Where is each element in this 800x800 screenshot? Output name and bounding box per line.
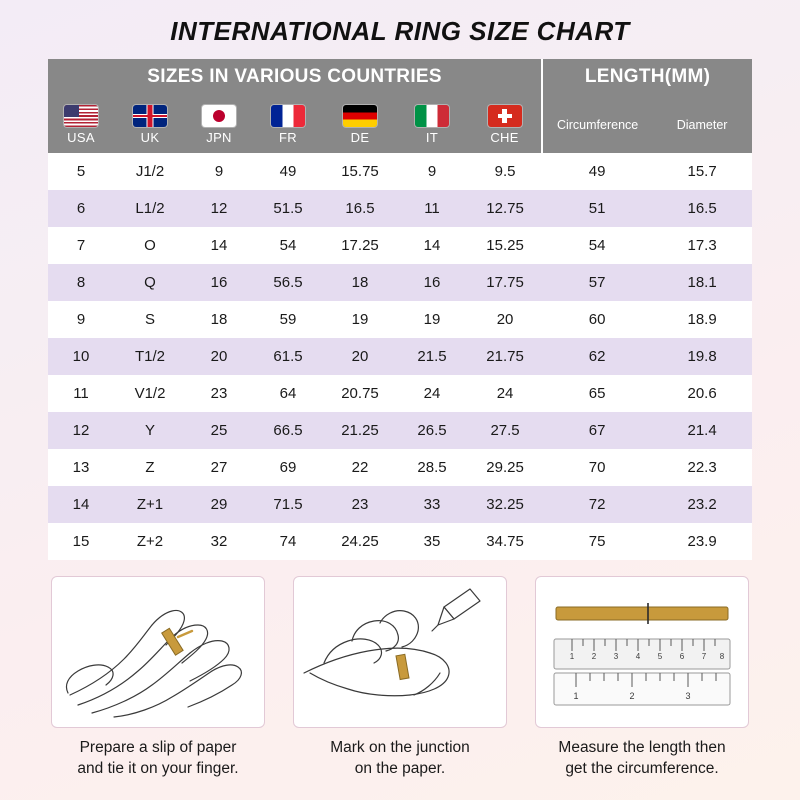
table-row xyxy=(48,227,752,264)
table-group-header-row xyxy=(48,59,752,95)
column-header-it xyxy=(396,95,468,153)
cell: 51.5 xyxy=(252,190,324,227)
cell: 21.25 xyxy=(324,412,396,449)
header-sizes-group: SIZES IN VARIOUS COUNTRIES xyxy=(48,59,542,95)
cell: 27.5 xyxy=(468,412,542,449)
svg-text:8: 8 xyxy=(719,652,725,661)
ring-size-table xyxy=(48,59,752,560)
cell: 23 xyxy=(324,486,396,523)
step-2-caption-line1: Mark on the junction xyxy=(330,739,470,756)
cell: 24 xyxy=(468,375,542,412)
step-3-caption xyxy=(558,738,725,780)
cell: 23.2 xyxy=(652,486,752,523)
cell: 54 xyxy=(542,227,652,264)
column-header-jpn xyxy=(186,95,252,153)
country-label-jpn: JPN xyxy=(206,130,232,145)
cell: 20.75 xyxy=(324,375,396,412)
cell: 75 xyxy=(542,523,652,560)
cell: 8 xyxy=(48,264,114,301)
flag-japan-icon xyxy=(202,105,236,127)
cell: 32 xyxy=(186,523,252,560)
cell: 56.5 xyxy=(252,264,324,301)
cell: 16.5 xyxy=(324,190,396,227)
table-row xyxy=(48,338,752,375)
hand-with-pen-marking-icon xyxy=(293,576,507,728)
column-header-circumference: Circumference xyxy=(542,95,652,153)
hand-with-paper-strip-icon xyxy=(51,576,265,728)
cell: 14 xyxy=(48,486,114,523)
column-header-usa xyxy=(48,95,114,153)
cell: 32.25 xyxy=(468,486,542,523)
cell: 72 xyxy=(542,486,652,523)
flag-switzerland-icon xyxy=(488,105,522,127)
cell: L1/2 xyxy=(114,190,186,227)
cell: 49 xyxy=(252,153,324,190)
cell: 34.75 xyxy=(468,523,542,560)
step-1-caption-line1: Prepare a slip of paper xyxy=(79,739,237,756)
cell: 23.9 xyxy=(652,523,752,560)
cell: 14 xyxy=(186,227,252,264)
cell: T1/2 xyxy=(114,338,186,375)
cell: 17.75 xyxy=(468,264,542,301)
cell: 22.3 xyxy=(652,449,752,486)
page-title: INTERNATIONAL RING SIZE CHART xyxy=(170,16,630,46)
svg-text:6: 6 xyxy=(679,652,685,661)
cell: 69 xyxy=(252,449,324,486)
cell: 21.4 xyxy=(652,412,752,449)
cell: 71.5 xyxy=(252,486,324,523)
column-header-uk xyxy=(114,95,186,153)
cell: V1/2 xyxy=(114,375,186,412)
step-3-caption-line2: get the circumference. xyxy=(565,759,719,777)
cell: 12 xyxy=(48,412,114,449)
country-label-de: DE xyxy=(350,130,370,145)
cell: 23 xyxy=(186,375,252,412)
cell: 18 xyxy=(324,264,396,301)
cell: 20 xyxy=(468,301,542,338)
svg-text:1: 1 xyxy=(573,691,579,701)
country-label-che: CHE xyxy=(490,130,519,145)
table-row xyxy=(48,523,752,560)
cell: 9 xyxy=(48,301,114,338)
column-header-de xyxy=(324,95,396,153)
step-1-caption xyxy=(77,738,238,780)
cell: 12.75 xyxy=(468,190,542,227)
cell: 66.5 xyxy=(252,412,324,449)
table-column-header-row xyxy=(48,95,752,153)
cell: 33 xyxy=(396,486,468,523)
cell: 17.25 xyxy=(324,227,396,264)
cell: 65 xyxy=(542,375,652,412)
cell: 9.5 xyxy=(468,153,542,190)
cell: 14 xyxy=(396,227,468,264)
cell: 9 xyxy=(396,153,468,190)
step-3-caption-line1: Measure the length then xyxy=(558,739,726,756)
cell: 67 xyxy=(542,412,652,449)
cell: 25 xyxy=(186,412,252,449)
cell: 29 xyxy=(186,486,252,523)
table-row xyxy=(48,301,752,338)
flag-germany-icon xyxy=(343,105,377,127)
flag-usa-icon xyxy=(64,105,98,127)
cell: 74 xyxy=(252,523,324,560)
cell: 15.7 xyxy=(652,153,752,190)
cell: 19 xyxy=(324,301,396,338)
table-row xyxy=(48,486,752,523)
cell: 11 xyxy=(48,375,114,412)
cell: O xyxy=(114,227,186,264)
cell: Z+2 xyxy=(114,523,186,560)
cell: 10 xyxy=(48,338,114,375)
cell: 12 xyxy=(186,190,252,227)
cell: 9 xyxy=(186,153,252,190)
cell: Y xyxy=(114,412,186,449)
cell: 16.5 xyxy=(652,190,752,227)
cell: 16 xyxy=(186,264,252,301)
cell: Z xyxy=(114,449,186,486)
cell: 62 xyxy=(542,338,652,375)
cell: 5 xyxy=(48,153,114,190)
cell: S xyxy=(114,301,186,338)
cell: 59 xyxy=(252,301,324,338)
header-length-group: LENGTH(MM) xyxy=(542,59,752,95)
step-2-caption-line2: on the paper. xyxy=(354,759,446,777)
cell: 26.5 xyxy=(396,412,468,449)
cell: 18 xyxy=(186,301,252,338)
cell: J1/2 xyxy=(114,153,186,190)
cell: 70 xyxy=(542,449,652,486)
table-row xyxy=(48,190,752,227)
cell: 60 xyxy=(542,301,652,338)
cell: 20.6 xyxy=(652,375,752,412)
cell: 19 xyxy=(396,301,468,338)
column-header-fr xyxy=(252,95,324,153)
svg-text:4: 4 xyxy=(635,652,641,661)
cell: 29.25 xyxy=(468,449,542,486)
table-row xyxy=(48,153,752,190)
cell: 61.5 xyxy=(252,338,324,375)
cell: 22 xyxy=(324,449,396,486)
cell: 64 xyxy=(252,375,324,412)
cell: 13 xyxy=(48,449,114,486)
flag-france-icon xyxy=(271,105,305,127)
country-label-it: IT xyxy=(425,130,439,145)
table-row xyxy=(48,412,752,449)
cell: 49 xyxy=(542,153,652,190)
step-3 xyxy=(532,576,752,780)
cell: 24.25 xyxy=(324,523,396,560)
cell: 51 xyxy=(542,190,652,227)
cell: 57 xyxy=(542,264,652,301)
cell: 15.75 xyxy=(324,153,396,190)
svg-text:3: 3 xyxy=(613,652,619,661)
table-row xyxy=(48,264,752,301)
step-2 xyxy=(290,576,510,780)
cell: Q xyxy=(114,264,186,301)
flag-uk-icon xyxy=(133,105,167,127)
cell: 18.1 xyxy=(652,264,752,301)
flag-italy-icon xyxy=(415,105,449,127)
cell: 15.25 xyxy=(468,227,542,264)
cell: 15 xyxy=(48,523,114,560)
svg-text:2: 2 xyxy=(591,652,597,661)
instruction-steps xyxy=(48,560,752,780)
table-body xyxy=(48,153,752,560)
cell: 17.3 xyxy=(652,227,752,264)
svg-text:5: 5 xyxy=(657,652,663,661)
cell: 16 xyxy=(396,264,468,301)
column-header-che xyxy=(468,95,542,153)
table-row xyxy=(48,375,752,412)
column-header-diameter: Diameter xyxy=(652,95,752,153)
ruler-measuring-icon xyxy=(535,576,749,728)
cell: 20 xyxy=(324,338,396,375)
country-label-uk: UK xyxy=(140,130,160,145)
svg-text:1: 1 xyxy=(569,652,575,661)
cell: Z+1 xyxy=(114,486,186,523)
step-1 xyxy=(48,576,268,780)
cell: 35 xyxy=(396,523,468,560)
cell: 21.5 xyxy=(396,338,468,375)
cell: 21.75 xyxy=(468,338,542,375)
svg-text:3: 3 xyxy=(685,691,691,701)
cell: 19.8 xyxy=(652,338,752,375)
table-row xyxy=(48,449,752,486)
cell: 20 xyxy=(186,338,252,375)
step-2-caption xyxy=(330,738,470,780)
country-label-usa: USA xyxy=(67,130,95,145)
svg-text:2: 2 xyxy=(629,691,635,701)
cell: 27 xyxy=(186,449,252,486)
cell: 54 xyxy=(252,227,324,264)
cell: 28.5 xyxy=(396,449,468,486)
cell: 11 xyxy=(396,190,468,227)
step-1-caption-line2: and tie it on your finger. xyxy=(77,759,239,777)
svg-text:7: 7 xyxy=(701,652,707,661)
cell: 18.9 xyxy=(652,301,752,338)
cell: 24 xyxy=(396,375,468,412)
cell: 7 xyxy=(48,227,114,264)
cell: 6 xyxy=(48,190,114,227)
country-label-fr: FR xyxy=(279,130,297,145)
